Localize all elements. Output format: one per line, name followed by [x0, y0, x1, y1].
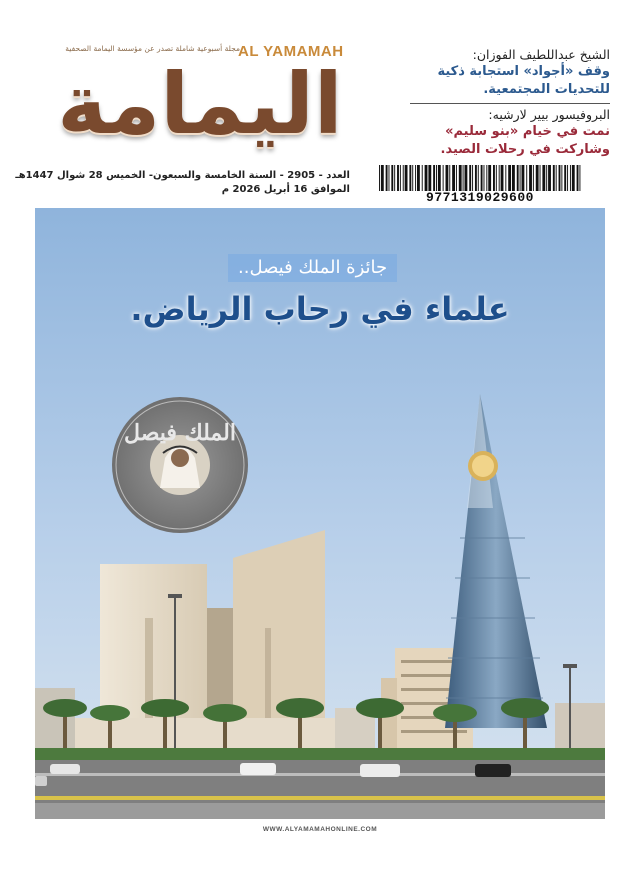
hedge	[35, 748, 605, 760]
barcode-bar	[472, 165, 473, 191]
barcode-number: 9771319029600	[426, 190, 534, 205]
barcode-bar	[446, 165, 449, 191]
barcode-bar	[556, 165, 557, 191]
barcode-bar	[469, 165, 471, 191]
barcode-bar	[436, 165, 437, 191]
barcode-bar	[452, 165, 455, 191]
barcode-bar	[443, 165, 444, 191]
barcode-bar	[548, 165, 551, 191]
barcode-bar	[567, 165, 568, 191]
issue-date: الموافق 16 أبريل 2026 م	[221, 184, 350, 195]
issue-info: العدد - 2905 - السنة الخامسة والسبعون- الخميس 28 شوال 1447هـ	[15, 170, 350, 181]
barcode-bar	[499, 165, 500, 191]
barcode-bar	[529, 165, 532, 191]
barcode-bar	[405, 165, 408, 191]
barcode-bar	[561, 165, 562, 191]
barcode-bar	[465, 165, 468, 191]
barcode-bar	[449, 165, 450, 191]
side-headline-label: الشيخ عبداللطيف الفوزان:	[472, 47, 610, 62]
barcode-bar	[397, 165, 399, 191]
barcode-bar	[579, 165, 580, 191]
barcode-bar	[456, 165, 457, 191]
side-headline-label: البروفيسور بيير لارشيه:	[488, 107, 610, 122]
barcode-bar	[577, 165, 579, 191]
barcode-bar	[536, 165, 539, 191]
barcode-bar	[546, 165, 547, 191]
cover-kicker: جائزة الملك فيصل..	[228, 254, 397, 282]
barcode-bar	[475, 165, 477, 191]
barcode-bar	[512, 165, 515, 191]
barcode-bar	[508, 165, 511, 191]
barcode-bar	[520, 165, 521, 191]
website-link[interactable]: WWW.ALYAMAMAHONLINE.COM	[262, 826, 378, 833]
barcode-bar	[564, 165, 566, 191]
barcode-bar	[412, 165, 413, 191]
barcode-bar	[459, 165, 462, 191]
barcode-bar	[438, 165, 441, 191]
barcode-bar	[433, 165, 435, 191]
barcode-bar	[391, 165, 393, 191]
side-headline-2[interactable]	[410, 106, 610, 159]
barcode-bar	[463, 165, 464, 191]
barcode-bar	[379, 165, 380, 191]
tagline: مجلة أسبوعية شاملة تصدر عن مؤسسة اليمامة الصحفية	[65, 44, 240, 53]
barcode-bar	[400, 165, 401, 191]
barcode-bar	[540, 165, 541, 191]
barcode-bar	[496, 165, 497, 191]
barcode-bar	[389, 165, 390, 191]
king-faisal-seal	[112, 397, 248, 533]
magazine-logo: اليمامة	[57, 55, 343, 153]
barcode-bar	[478, 165, 479, 191]
barcode-bar	[425, 165, 428, 191]
barcode-bar	[488, 165, 491, 191]
barcode-bar	[422, 165, 423, 191]
side-headline-title: نمت في خيام «بنو سليم» وشاركت في رحلات الصيد.	[440, 124, 610, 157]
barcode-bar	[394, 165, 395, 191]
barcode-bar	[505, 165, 506, 191]
headline-divider	[410, 103, 610, 104]
brand-latin-name: AL YAMAMAH	[238, 43, 344, 60]
side-headline-title: وقف «أجواد» استجابة ذكية للتحديات المجتمعية.	[437, 64, 610, 97]
barcode-bar	[386, 165, 388, 191]
barcode-bar	[417, 165, 420, 191]
seal-text: الملك فيصل	[124, 420, 236, 446]
barcode-bar	[570, 165, 571, 191]
barcode-bar	[526, 165, 527, 191]
barcode	[377, 165, 583, 191]
barcode-bar	[493, 165, 495, 191]
barcode-bar	[403, 165, 404, 191]
barcode-bar	[559, 165, 561, 191]
barcode-bar	[481, 165, 483, 191]
barcode-bar	[501, 165, 504, 191]
barcode-bar	[484, 165, 485, 191]
barcode-bar	[409, 165, 411, 191]
road	[35, 760, 605, 819]
barcode-bar	[381, 165, 384, 191]
barcode-bar	[415, 165, 416, 191]
barcode-bar	[553, 165, 555, 191]
barcode-bar	[572, 165, 575, 191]
barcode-bar	[486, 165, 487, 191]
barcode-bar	[522, 165, 525, 191]
cover-headline[interactable]: علماء في رحاب الرياض.	[130, 290, 510, 328]
barcode-bar	[533, 165, 534, 191]
barcode-bar	[428, 165, 431, 191]
side-headline-1[interactable]	[410, 46, 610, 99]
barcode-bar	[517, 165, 519, 191]
barcode-bar	[542, 165, 545, 191]
